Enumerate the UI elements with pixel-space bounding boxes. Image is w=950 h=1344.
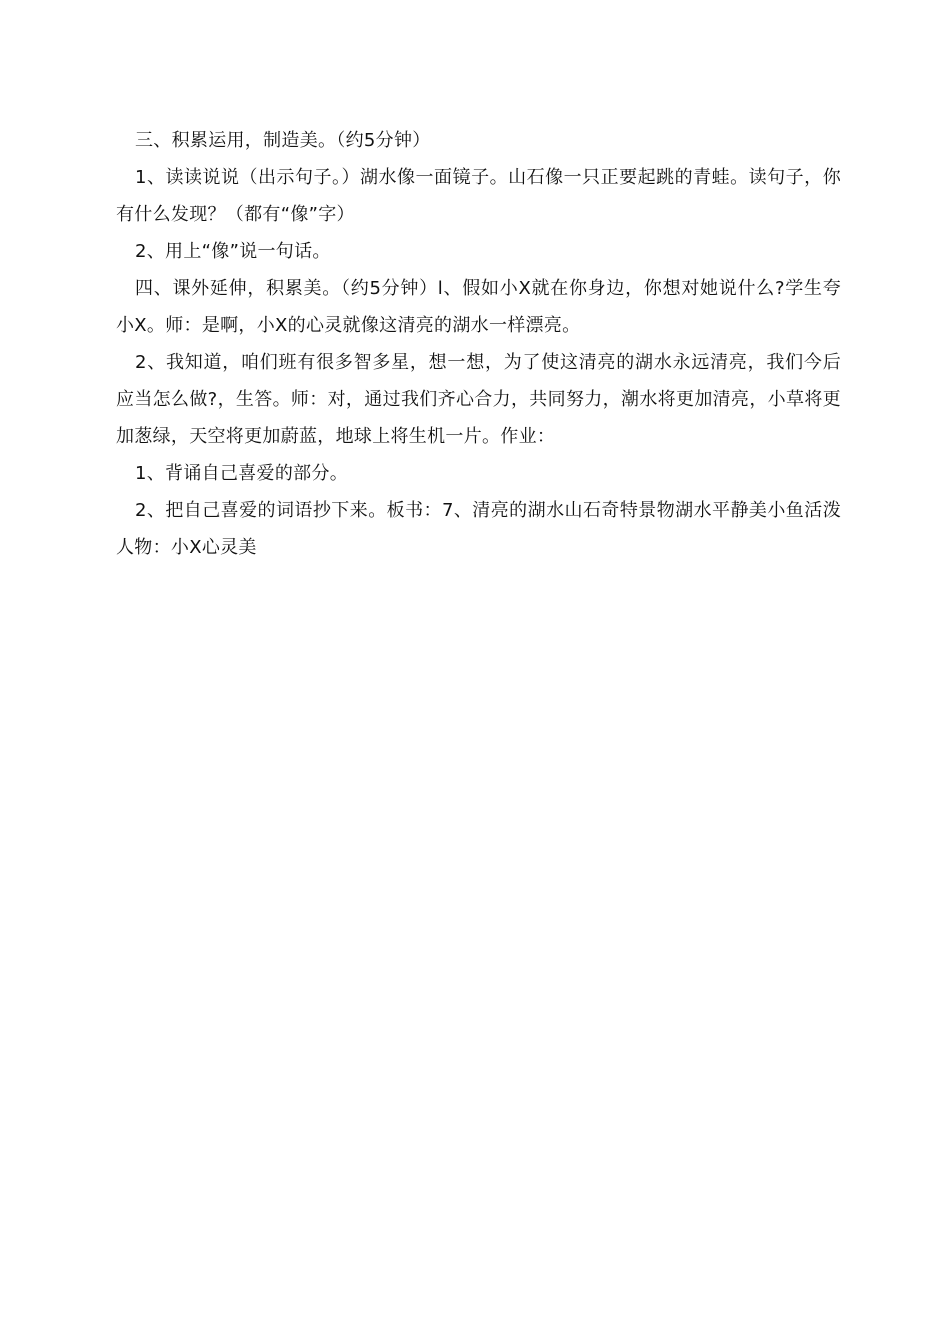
paragraph-read-and-say: 1、读读说说（出示句子。）湖水像一面镜子。山石像一只正要起跳的青蛙。读句子，你有什么发现？（都有“像”字）	[116, 167, 841, 225]
paragraph-recite: 1、背诵自己喜爱的部分。	[135, 463, 349, 484]
paragraph-keep-lake-clear: 2、我知道，咱们班有很多智多星，想一想，为了使这清亮的湖水永远清亮，我们今后应当怎么做?，生答。师：对，通过我们齐心合力，共同努力，潮水将更加清亮，小草将更加葱绿，天空将更加蔚蓝，地球上将生机一片。作业：	[116, 352, 841, 447]
section-heading-4: 四、课外延伸，积累美。（约5分钟）l、假如小X就在你身边，你想对她说什么?学生夸小X。师：是啊，小X的心灵就像这清亮的湖水一样漂亮。	[116, 278, 841, 336]
paragraph-use-xiang: 2、用上“像”说一句话。	[135, 241, 331, 262]
section-heading-3: 三、积累运用，制造美。（约5分钟）	[135, 130, 431, 151]
paragraph-copy-words-board: 2、把自己喜爱的词语抄下来。板书：7、清亮的湖水山石奇特景物湖水平静美小鱼活泼人物：小X心灵美	[116, 500, 841, 558]
document-body	[116, 122, 841, 566]
